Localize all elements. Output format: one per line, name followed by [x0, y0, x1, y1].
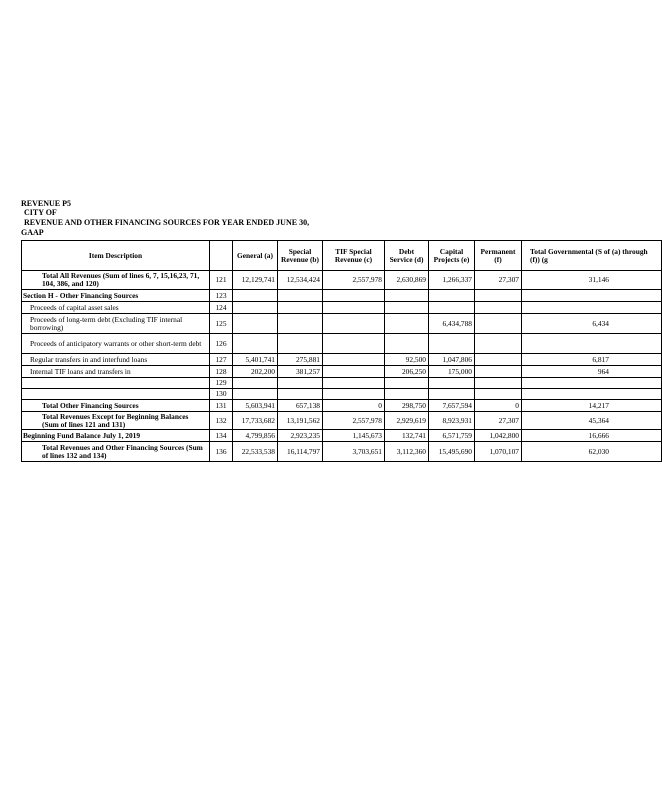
- amount-cell: [323, 314, 385, 334]
- amount-cell: [278, 314, 323, 334]
- amount-cell: 8,923,931: [429, 412, 475, 430]
- form-label: REVENUE P5: [21, 199, 72, 208]
- amount-cell: [233, 389, 278, 400]
- revenue-table-container: [21, 240, 648, 462]
- amount-cell: [278, 302, 323, 314]
- table-row: [22, 302, 662, 314]
- amount-cell: 22,533,538: [233, 442, 278, 462]
- amount-cell: 7,657,594: [429, 400, 475, 412]
- amount-cell: [475, 290, 522, 302]
- amount-cell: [323, 334, 385, 354]
- report-title: REVENUE AND OTHER FINANCING SOURCES FOR YEAR ENDED JUNE 30,: [24, 218, 310, 227]
- amount-cell: 16,666: [522, 430, 662, 442]
- amount-cell: [323, 366, 385, 378]
- column-header: TIF Special Revenue (c): [323, 241, 385, 271]
- amount-cell: [522, 302, 662, 314]
- item-description: Internal TIF loans and transfers in: [22, 366, 210, 378]
- entity-label: CITY OF: [24, 208, 57, 217]
- amount-cell: 3,703,651: [323, 442, 385, 462]
- item-description: Regular transfers in and interfund loans: [22, 354, 210, 366]
- amount-cell: [475, 389, 522, 400]
- column-header: Special Revenue (b): [278, 241, 323, 271]
- line-number: 129: [210, 378, 233, 389]
- amount-cell: 2,630,869: [385, 271, 429, 290]
- item-description: Total Other Financing Sources: [22, 400, 210, 412]
- amount-cell: [475, 334, 522, 354]
- line-number: 127: [210, 354, 233, 366]
- item-description: Total All Revenues (Sum of lines 6, 7, 15,16,23, 71, 104, 386, and 120): [22, 271, 210, 290]
- revenue-table: [21, 240, 662, 462]
- amount-cell: [385, 302, 429, 314]
- item-description: Proceeds of long-term debt (Excluding TIF internal borrowing): [22, 314, 210, 334]
- item-description: [22, 389, 210, 400]
- amount-cell: [475, 302, 522, 314]
- amount-cell: 206,250: [385, 366, 429, 378]
- amount-cell: [429, 334, 475, 354]
- amount-cell: 2,557,978: [323, 271, 385, 290]
- column-header: Capital Projects (e): [429, 241, 475, 271]
- line-number: 125: [210, 314, 233, 334]
- amount-cell: 1,047,806: [429, 354, 475, 366]
- amount-cell: [323, 302, 385, 314]
- item-description: Proceeds of capital asset sales: [22, 302, 210, 314]
- amount-cell: 132,741: [385, 430, 429, 442]
- amount-cell: 92,500: [385, 354, 429, 366]
- table-row: [22, 366, 662, 378]
- amount-cell: 2,929,619: [385, 412, 429, 430]
- column-header: General (a): [233, 241, 278, 271]
- amount-cell: [323, 378, 385, 389]
- table-row: [22, 271, 662, 290]
- line-number: 126: [210, 334, 233, 354]
- amount-cell: 381,257: [278, 366, 323, 378]
- amount-cell: [429, 378, 475, 389]
- column-header: Total Governmental (S of (a) through (f)) (g: [522, 241, 662, 271]
- amount-cell: [323, 389, 385, 400]
- amount-cell: 1,145,673: [323, 430, 385, 442]
- amount-cell: 62,030: [522, 442, 662, 462]
- amount-cell: 27,307: [475, 412, 522, 430]
- amount-cell: 1,042,800: [475, 430, 522, 442]
- amount-cell: 16,114,797: [278, 442, 323, 462]
- table-row: [22, 354, 662, 366]
- amount-cell: 6,571,759: [429, 430, 475, 442]
- table-row: [22, 378, 662, 389]
- line-number: 134: [210, 430, 233, 442]
- amount-cell: 0: [323, 400, 385, 412]
- amount-cell: [475, 366, 522, 378]
- amount-cell: 12,129,741: [233, 271, 278, 290]
- line-number: 131: [210, 400, 233, 412]
- item-description: Beginning Fund Balance July 1, 2019: [22, 430, 210, 442]
- table-row: [22, 430, 662, 442]
- amount-cell: 14,217: [522, 400, 662, 412]
- amount-cell: 2,923,235: [278, 430, 323, 442]
- amount-cell: [278, 290, 323, 302]
- table-row: [22, 442, 662, 462]
- table-row: [22, 389, 662, 400]
- amount-cell: 275,881: [278, 354, 323, 366]
- amount-cell: [522, 389, 662, 400]
- item-description: Total Revenues and Other Financing Sources (Sum of lines 132 and 134): [22, 442, 210, 462]
- amount-cell: [522, 290, 662, 302]
- item-description: Section H - Other Financing Sources: [22, 290, 210, 302]
- amount-cell: [385, 334, 429, 354]
- amount-cell: [475, 314, 522, 334]
- amount-cell: 4,799,856: [233, 430, 278, 442]
- item-description: Total Revenues Except for Beginning Balances (Sum of lines 121 and 131): [22, 412, 210, 430]
- basis-label: GAAP: [21, 228, 44, 237]
- amount-cell: [278, 389, 323, 400]
- table-body: [22, 271, 662, 462]
- line-number: 130: [210, 389, 233, 400]
- amount-cell: 15,495,690: [429, 442, 475, 462]
- amount-cell: [385, 290, 429, 302]
- amount-cell: 298,750: [385, 400, 429, 412]
- amount-cell: 5,401,741: [233, 354, 278, 366]
- amount-cell: [278, 334, 323, 354]
- amount-cell: 6,434: [522, 314, 662, 334]
- amount-cell: [233, 302, 278, 314]
- column-header: Item Description: [22, 241, 210, 271]
- amount-cell: 964: [522, 366, 662, 378]
- amount-cell: 175,000: [429, 366, 475, 378]
- amount-cell: [323, 354, 385, 366]
- header-row: [22, 241, 662, 271]
- amount-cell: [475, 378, 522, 389]
- amount-cell: 6,817: [522, 354, 662, 366]
- amount-cell: 3,112,360: [385, 442, 429, 462]
- amount-cell: 0: [475, 400, 522, 412]
- item-description: [22, 378, 210, 389]
- amount-cell: 5,603,941: [233, 400, 278, 412]
- amount-cell: [429, 302, 475, 314]
- line-number: 136: [210, 442, 233, 462]
- amount-cell: [475, 354, 522, 366]
- amount-cell: 6,434,788: [429, 314, 475, 334]
- table-row: [22, 314, 662, 334]
- amount-cell: 27,307: [475, 271, 522, 290]
- column-header: Permanent (f): [475, 241, 522, 271]
- amount-cell: [233, 378, 278, 389]
- amount-cell: [385, 389, 429, 400]
- amount-cell: [522, 334, 662, 354]
- column-header: [210, 241, 233, 271]
- amount-cell: [385, 314, 429, 334]
- table-row: [22, 400, 662, 412]
- amount-cell: [429, 290, 475, 302]
- amount-cell: 202,200: [233, 366, 278, 378]
- amount-cell: [323, 290, 385, 302]
- amount-cell: 12,534,424: [278, 271, 323, 290]
- amount-cell: 2,557,978: [323, 412, 385, 430]
- amount-cell: [233, 334, 278, 354]
- line-number: 132: [210, 412, 233, 430]
- amount-cell: 31,146: [522, 271, 662, 290]
- amount-cell: 17,733,682: [233, 412, 278, 430]
- table-row: [22, 412, 662, 430]
- amount-cell: [522, 378, 662, 389]
- amount-cell: 657,138: [278, 400, 323, 412]
- amount-cell: 13,191,562: [278, 412, 323, 430]
- line-number: 128: [210, 366, 233, 378]
- amount-cell: [278, 378, 323, 389]
- line-number: 123: [210, 290, 233, 302]
- amount-cell: [233, 290, 278, 302]
- amount-cell: [233, 314, 278, 334]
- table-row: [22, 290, 662, 302]
- amount-cell: [385, 378, 429, 389]
- amount-cell: [429, 389, 475, 400]
- amount-cell: 1,070,107: [475, 442, 522, 462]
- column-header: Debt Service (d): [385, 241, 429, 271]
- amount-cell: 45,364: [522, 412, 662, 430]
- table-row: [22, 334, 662, 354]
- item-description: Proceeds of anticipatory warrants or other short-term debt: [22, 334, 210, 354]
- amount-cell: 1,266,337: [429, 271, 475, 290]
- line-number: 124: [210, 302, 233, 314]
- line-number: 121: [210, 271, 233, 290]
